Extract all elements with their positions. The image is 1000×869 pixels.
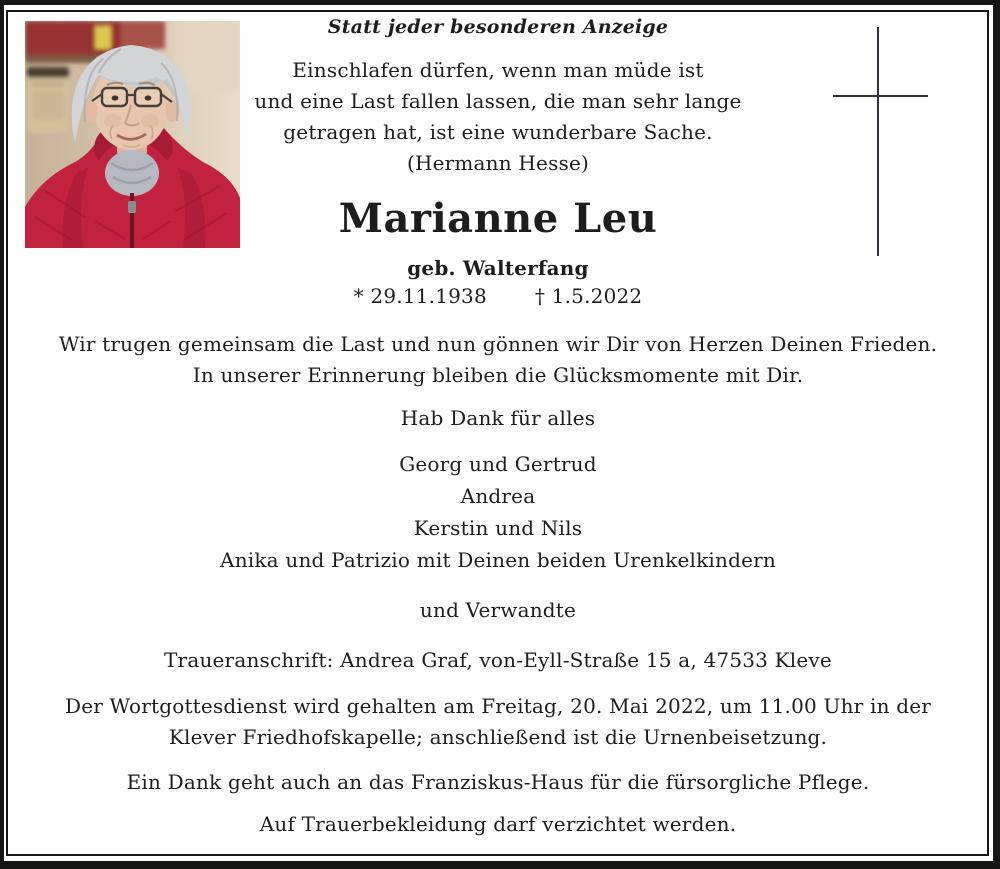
thanks-line: Hab Dank für alles — [400, 406, 596, 430]
service-info-line-1: Der Wortgottesdienst wird gehalten am Freitag, 20. Mai 2022, um 11.00 Uhr in der — [64, 694, 932, 718]
service-info-line-2: Klever Friedhofskapelle; anschließend ist die Urnenbeisetzung. — [168, 725, 828, 749]
maiden-name: geb. Walterfang — [407, 256, 589, 280]
frame-bar-bottom — [0, 861, 1000, 869]
quote-line-2: und eine Last fallen lassen, die man sehr lange — [254, 89, 742, 113]
mourner-names-2: Andrea — [460, 484, 536, 508]
quote-line-3: getragen hat, ist eine wunderbare Sache. — [283, 120, 713, 144]
birth-date: * 29.11.1938 — [353, 284, 487, 308]
relatives-line: und Verwandte — [419, 598, 577, 622]
death-date: † 1.5.2022 — [534, 284, 643, 308]
message-line-2: In unserer Erinnerung bleiben die Glücksmomente mit Dir. — [192, 363, 804, 387]
life-dates — [12, 285, 984, 308]
quote-line-1: Einschlafen dürfen, wenn man müde ist — [292, 58, 704, 82]
mourner-names-3: Kerstin und Nils — [413, 516, 583, 540]
deceased-name: Marianne Leu — [338, 195, 658, 242]
frame-bar-top — [0, 0, 1000, 5]
frame-bar-right — [993, 0, 1000, 869]
mourner-names-4: Anika und Patrizio mit Deinen beiden Urenkelkindern — [220, 548, 776, 572]
mourner-names-1: Georg und Gertrud — [399, 452, 597, 476]
quote-attribution: (Hermann Hesse) — [406, 151, 590, 175]
dress-note-line: Auf Trauerbekleidung darf verzichtet werden. — [259, 812, 737, 836]
care-thanks-line: Ein Dank geht auch an das Franziskus-Haus für die fürsorgliche Pflege. — [126, 770, 870, 794]
frame-bar-left — [0, 0, 4, 869]
message-line-1: Wir trugen gemeinsam die Last und nun gönnen wir Dir von Herzen Deinen Frieden. — [58, 332, 938, 356]
pretext-line: Statt jeder besonderen Anzeige — [327, 16, 669, 38]
mourning-address: Traueranschrift: Andrea Graf, von-Eyll-Straße 15 a, 47533 Kleve — [164, 648, 832, 672]
